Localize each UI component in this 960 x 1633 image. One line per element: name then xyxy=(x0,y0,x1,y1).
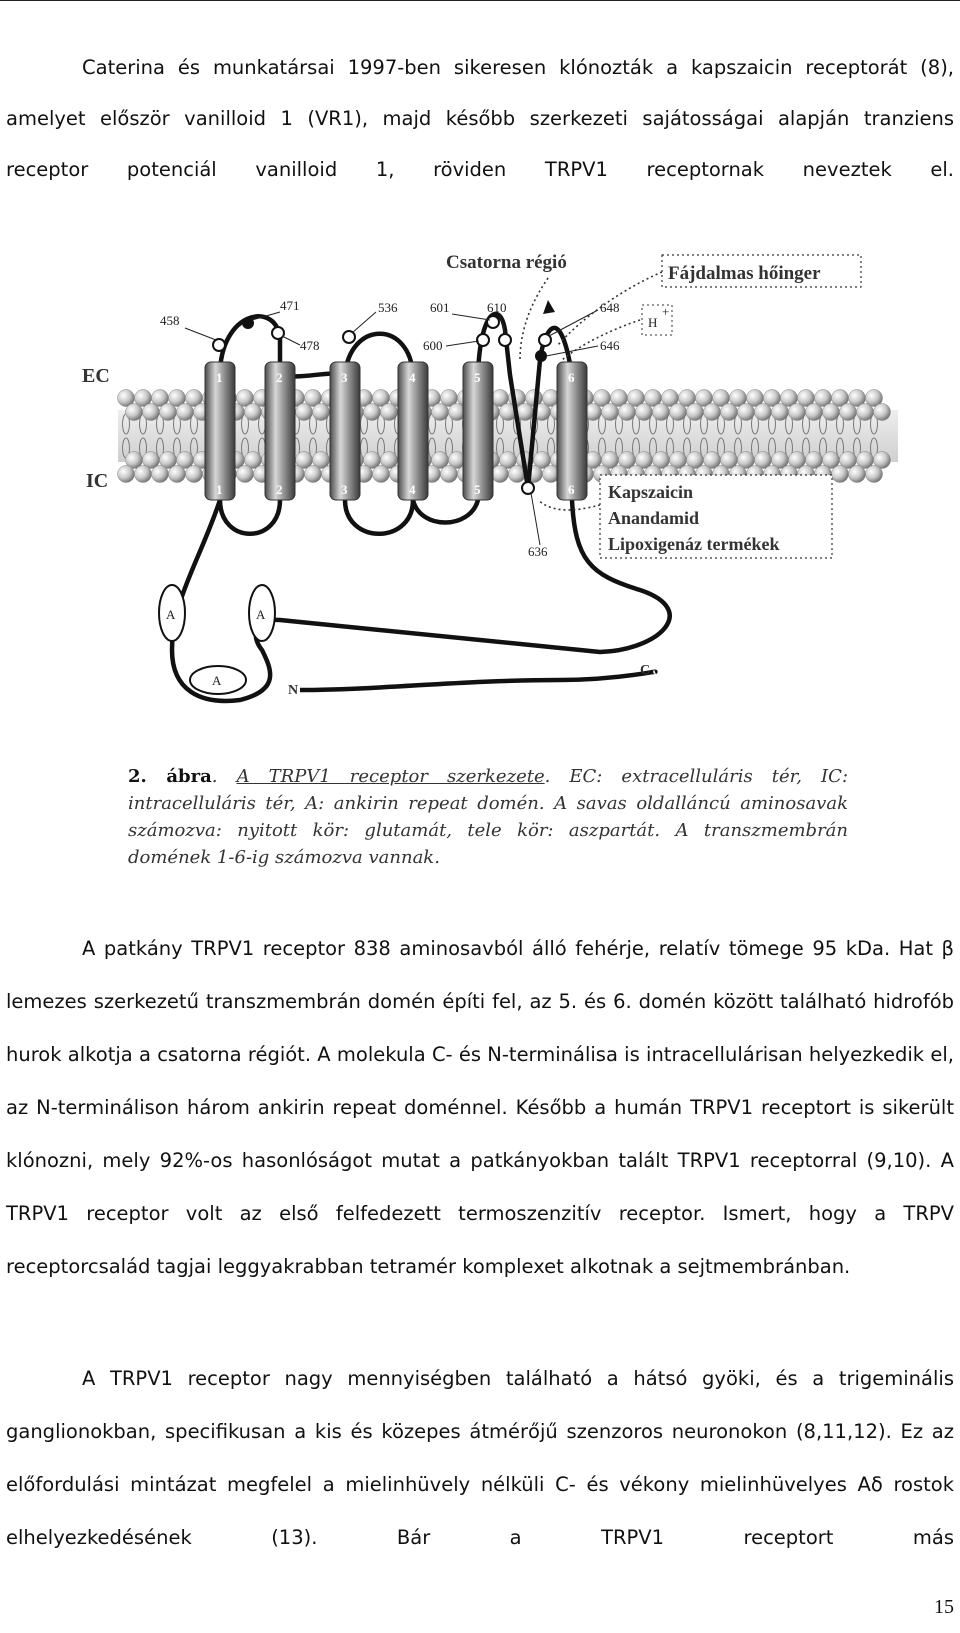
ic-label: IC xyxy=(86,470,109,492)
ankyrin-label-1: A xyxy=(166,607,176,622)
residue-label-478: 478 xyxy=(300,338,320,353)
figure-caption: 2. ábra. A TRPV1 receptor szerkezete. EC: extracelluláris tér, IC: intracelluláris tér, A: ankirin repeat domén. A savas oldalláncú aminosavak számozva: nyitott kör: glutamát, tele kör: aszpartát. A transzmembrán domének 1-6-ig számozva vannak. xyxy=(128,766,849,868)
residue-label-600: 600 xyxy=(423,338,443,353)
paragraph-distribution: A TRPV1 receptor nagy mennyiségben található a hátsó gyöki, és a trigeminális ganglionokban, specifikusan a kis és közepes átmérőjű szenzoros neuronokon (8,11,12). Ez az előfordulási mintázat megfelel a mielinhüvely nélküli C- és vékony mielinhüvelyes Aδ rostok elhelyezkedésének (13). Bár a TRPV1 receptort más xyxy=(6,1367,954,1549)
tm-label-6-ic: 6 xyxy=(568,482,575,497)
residue-label-458: 458 xyxy=(160,313,180,328)
residue-636-glutamate xyxy=(522,482,534,494)
residue-646-aspartate xyxy=(535,350,547,362)
residue-458-glutamate xyxy=(213,339,225,351)
paragraph-intro: Caterina és munkatársai 1997-ben sikeresen klónozták a kapszaicin receptorát (8), amelyet először vanilloid 1 (VR1), majd később szerkezeti sajátosságai alapján tranziens receptor potenciál vanilloid 1, röviden TRPV1 receptornak neveztek el. xyxy=(6,56,954,181)
pain-heat-label: Fájdalmas hőinger xyxy=(668,263,821,284)
loop-1-2-ic xyxy=(220,500,280,534)
page-number: 15 xyxy=(934,1596,954,1618)
loop-4-5-ic xyxy=(413,500,478,523)
residue-610-glutamate xyxy=(499,334,511,346)
loop-3-4-ic xyxy=(345,500,413,534)
tm-label-5-ic: 5 xyxy=(474,482,481,497)
agonist-lipoxygenase: Lipoxigenáz termékek xyxy=(608,534,780,554)
tm-label-4-ic: 4 xyxy=(409,482,416,497)
trpv1-structure-figure xyxy=(0,0,960,760)
caption-text: EC: extracelluláris tér, IC: intracelluláris tér, A: ankirin repeat domén. A savas oldalláncú aminosavak számozva: nyitott kör: glutamát, tele kör: aszpartát. A transzmembrán domének 1-6-ig számozva vannak. xyxy=(128,766,849,868)
residue-label-536: 536 xyxy=(378,300,398,315)
tm-label-5-ec: 5 xyxy=(474,370,481,385)
residue-label-648: 648 xyxy=(600,300,620,315)
agonist-anandamide: Anandamid xyxy=(608,508,700,528)
proton-label: H xyxy=(648,315,658,330)
n-terminus-tail xyxy=(172,500,670,701)
tm-label-2-ec: 2 xyxy=(276,370,283,385)
ankyrin-label-2: A xyxy=(256,607,266,622)
residue-label-646: 646 xyxy=(600,338,620,353)
c-terminus-tail xyxy=(300,672,655,690)
arrow-head xyxy=(543,300,555,314)
ankyrin-label-3: A xyxy=(212,673,222,688)
residue-label-601: 601 xyxy=(430,300,450,315)
tm-label-2-ic: 2 xyxy=(276,482,283,497)
agonist-capsaicin: Kapszaicin xyxy=(608,482,694,502)
residue-536-glutamate xyxy=(343,331,355,343)
residue-label-471: 471 xyxy=(280,298,300,313)
caption-title: A TRPV1 receptor szerkezete xyxy=(236,766,545,787)
residue-label-636: 636 xyxy=(528,544,548,559)
tm-label-1-ec: 1 xyxy=(216,370,223,385)
residue-478-glutamate xyxy=(272,327,284,339)
c-terminus-label: C xyxy=(640,663,651,678)
tm-label-4-ec: 4 xyxy=(409,370,416,385)
residue-601-glutamate xyxy=(487,316,499,328)
tm-label-3-ic: 3 xyxy=(341,482,348,497)
channel-region-title: Csatorna régió xyxy=(446,252,567,273)
proton-superscript: + xyxy=(662,304,670,319)
tm-label-1-ic: 1 xyxy=(216,482,223,497)
tm-label-3-ec: 3 xyxy=(341,370,348,385)
residue-label-610: 610 xyxy=(487,300,507,315)
caption-label: 2. ábra xyxy=(128,766,212,787)
n-terminus-label: N xyxy=(288,683,299,698)
residue-600-glutamate xyxy=(477,334,489,346)
paragraph-structure: A patkány TRPV1 receptor 838 aminosavból álló fehérje, relatív tömege 95 kDa. Hat β lemezes szerkezetű transzmembrán domén építi fel, az 5. és 6. domén között található hidrofób hurok alkotja a csatorna régiót. A molekula C- és N-terminálisa is intracellulárisan helyezkedik el, az N-terminálison három ankirin repeat doménnel. Később a humán TRPV1 receptort is sikerült klónozni, mely 92%-os hasonlóságot mutat a patkányokban talált TRPV1 receptorral (9,10). A TRPV1 receptor volt az első felfedezett termoszenzitív receptor. Ismert, hogy a TRPV receptorcsalád tagjai leggyakrabban tetramér komplexet alkotnak a sejtmembránban. xyxy=(6,937,954,1278)
ec-label: EC xyxy=(82,365,110,387)
tm-label-6-ec: 6 xyxy=(568,370,575,385)
residue-471-aspartate xyxy=(242,317,254,329)
